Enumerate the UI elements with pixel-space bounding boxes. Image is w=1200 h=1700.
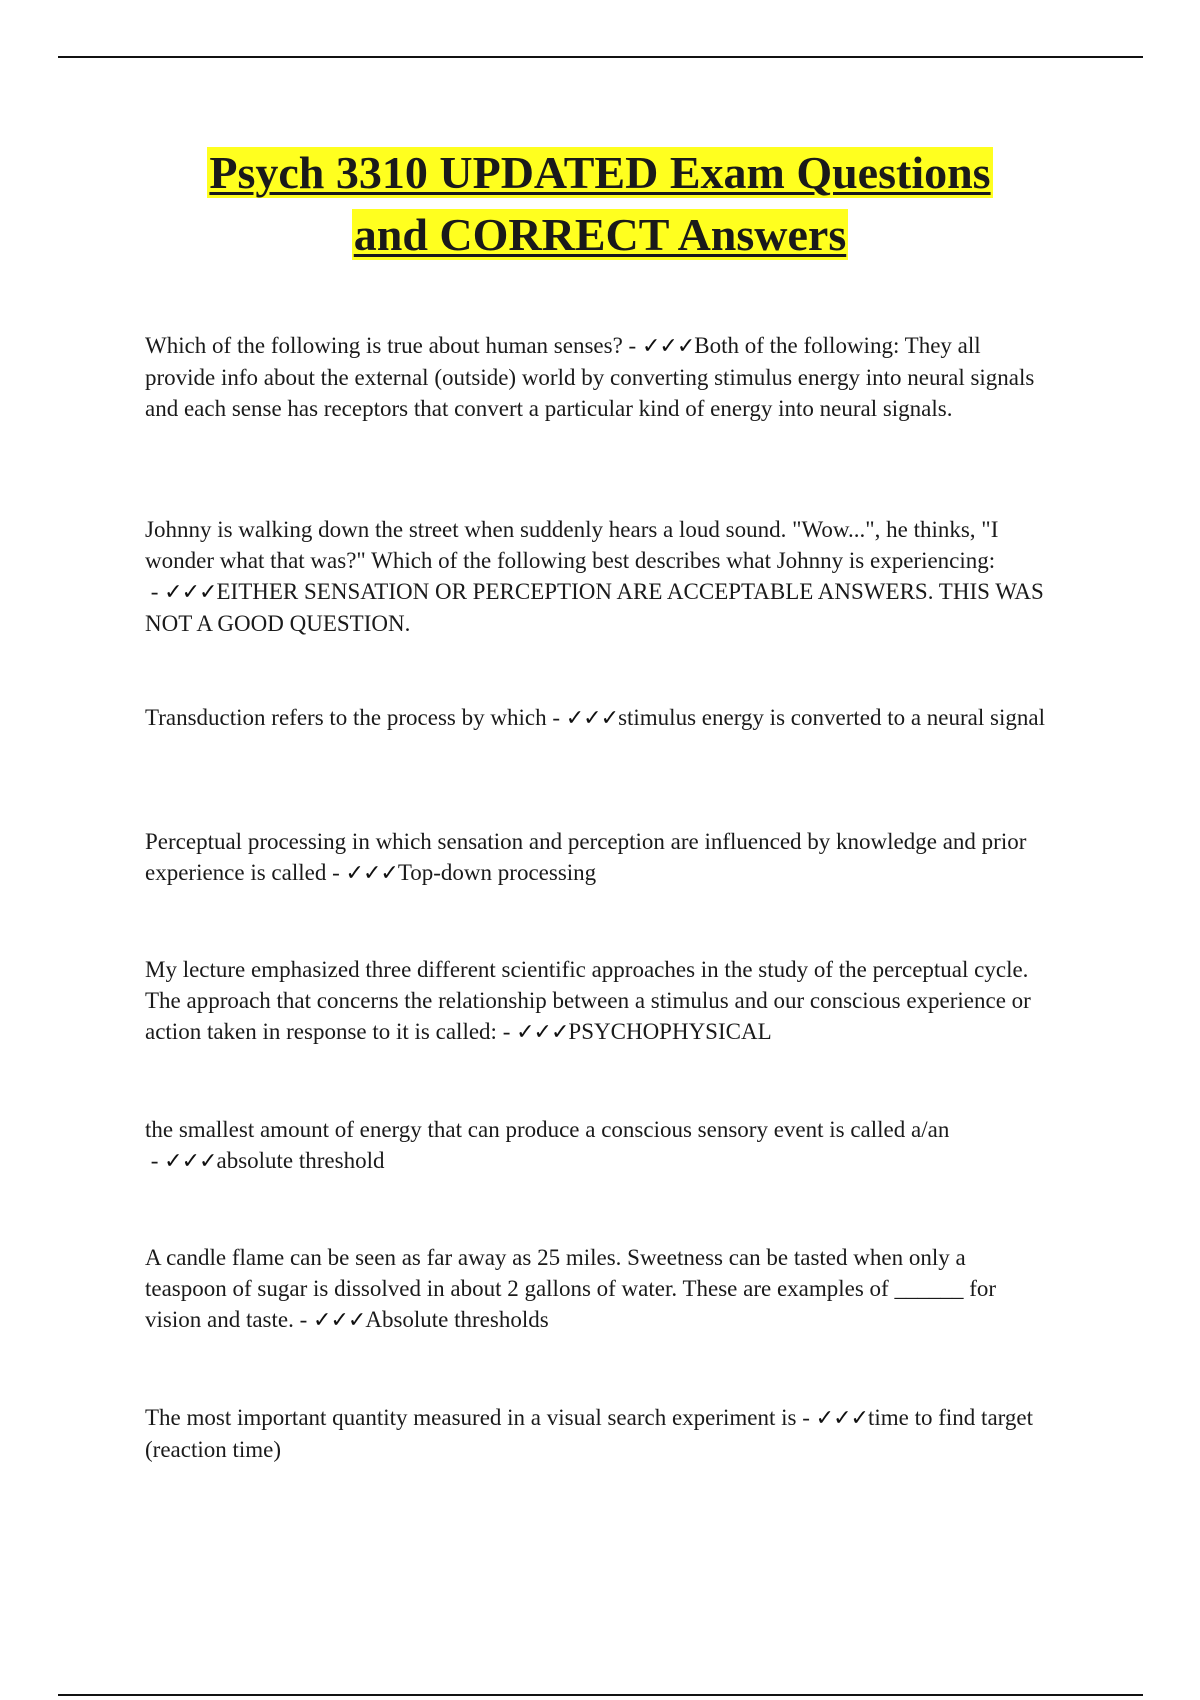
qa-item	[145, 702, 1045, 734]
document-title	[120, 142, 1080, 266]
question-text: My lecture emphasized three different scientific approaches in the study of the perceptual cycle. The approach that concerns the relationship between a stimulus and our conscious experience or action taken in response to it is called:	[145, 957, 1031, 1044]
separator: -	[145, 579, 165, 604]
separator: -	[622, 333, 642, 358]
question-text: Transduction refers to the process by which	[145, 705, 547, 730]
qa-item	[145, 954, 1045, 1048]
check-mark-icon: ✓✓✓	[516, 1020, 569, 1045]
answer-text: absolute threshold	[216, 1148, 385, 1173]
question-text: the smallest amount of energy that can produce a conscious sensory event is called a/an	[145, 1117, 950, 1142]
question-text: Johnny is walking down the street when suddenly hears a loud sound. "Wow...", he thinks, "I wonder what that was?" Which of the following best describes what Johnny is experiencing:	[145, 517, 999, 573]
bottom-rule	[58, 1694, 1143, 1696]
check-mark-icon: ✓✓✓	[164, 580, 217, 605]
question-text: Which of the following is true about human senses?	[145, 333, 623, 358]
check-mark-icon: ✓✓✓	[164, 1149, 217, 1174]
check-mark-icon: ✓✓✓	[565, 706, 619, 731]
qa-item	[145, 330, 1045, 424]
answer-text: stimulus energy is converted to a neural signal	[618, 705, 1045, 730]
question-text: Perceptual processing in which sensation and perception are influenced by knowledge and prior experience is called	[145, 829, 1027, 885]
separator: -	[546, 705, 566, 730]
check-mark-icon: ✓✓✓	[313, 1308, 366, 1333]
separator: -	[496, 1019, 517, 1044]
separator: -	[326, 860, 346, 885]
qa-item	[145, 514, 1045, 639]
answer-text: PSYCHOPHYSICAL	[568, 1019, 772, 1044]
answer-text: Top-down processing	[397, 860, 597, 885]
check-mark-icon: ✓✓✓	[815, 1406, 868, 1431]
question-text: The most important quantity measured in a visual search experiment is	[145, 1405, 797, 1430]
separator: -	[796, 1405, 816, 1430]
question-text: A candle flame can be seen as far away as 25 miles. Sweetness can be tasted when only a teaspoon of sugar is dissolved in about 2 gallons of water. These are examples of ______ for vision and taste.	[145, 1245, 997, 1332]
check-mark-icon: ✓✓✓	[641, 334, 695, 359]
title-line-1: Psych 3310 UPDATED Exam Questions	[209, 147, 991, 198]
separator: -	[293, 1307, 314, 1332]
answer-text: Both of the following: They all provide info about the external (outside) world by converting stimulus energy into neural signals and each sense has receptors that convert a particular kind of energy into neural signals.	[145, 333, 1035, 421]
answer-text: time to find target (reaction time)	[145, 1405, 1033, 1462]
check-mark-icon: ✓✓✓	[345, 861, 398, 886]
separator: -	[145, 1148, 165, 1173]
top-rule	[58, 56, 1143, 58]
qa-item	[145, 826, 1045, 889]
qa-item	[145, 1242, 1045, 1336]
qa-item	[145, 1402, 1045, 1465]
answer-text: Absolute thresholds	[365, 1307, 549, 1332]
answer-text: EITHER SENSATION OR PERCEPTION ARE ACCEPTABLE ANSWERS. THIS WAS NOT A GOOD QUESTION.	[145, 579, 1044, 636]
qa-item	[145, 1114, 1045, 1177]
title-line-2: and CORRECT Answers	[353, 209, 847, 260]
